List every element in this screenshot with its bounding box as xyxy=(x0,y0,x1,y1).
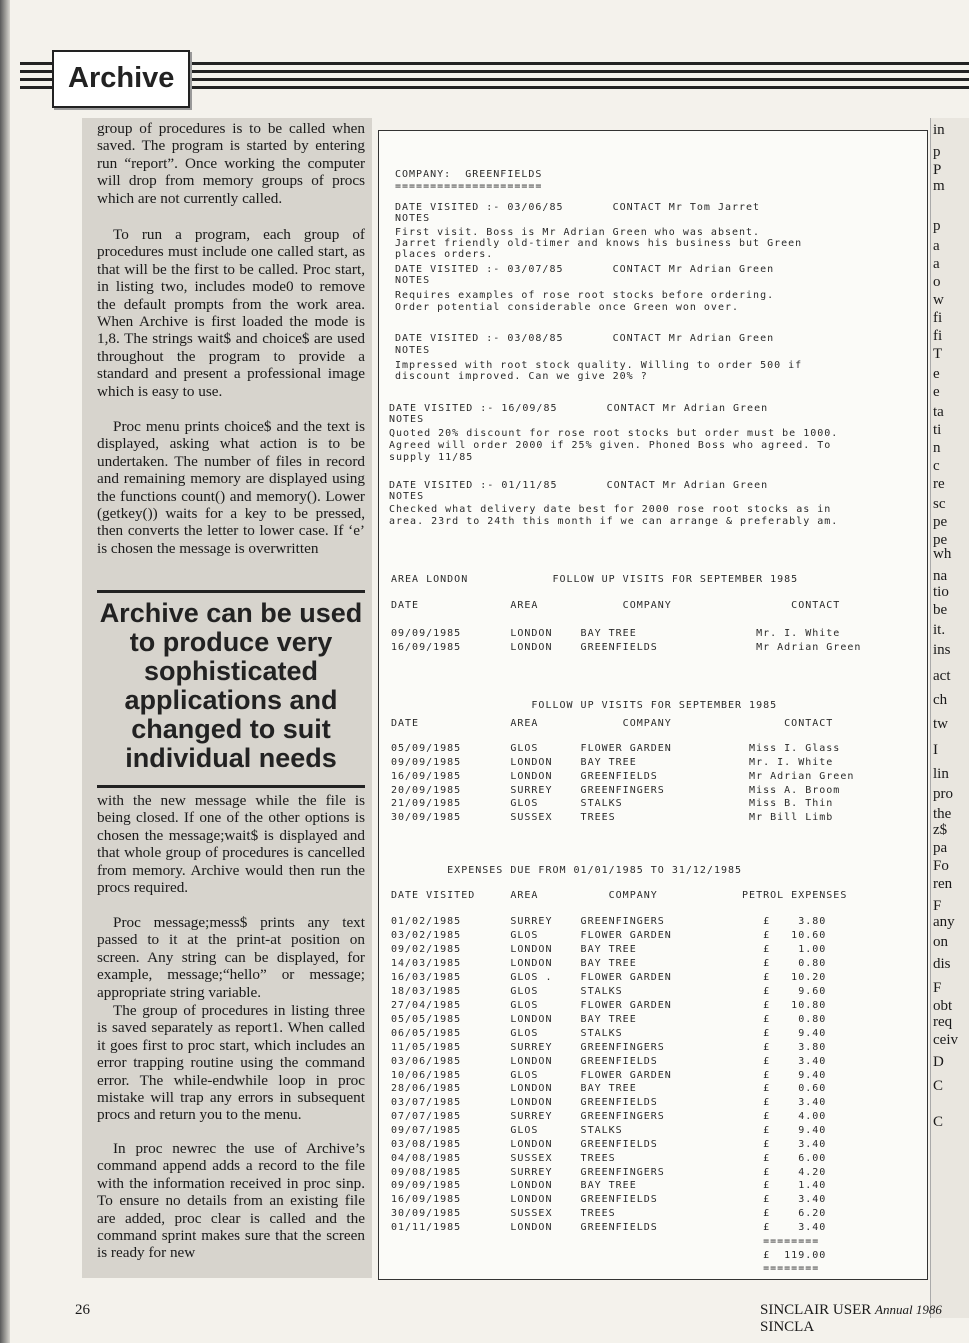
edge-fragment: p xyxy=(933,144,941,160)
listing-line: 03/07/1985 LONDON GREENFIELDS £ 3.40 xyxy=(391,1097,827,1108)
listing-line: 03/06/1985 LONDON GREENFIELDS £ 3.40 xyxy=(391,1056,827,1067)
paragraph-4: with the new message while the file is being closed. If one of the other options is chosen the message;wait$ is displayed and that whole group of procedures is cancelled from memory. Archive would then run the procs required. xyxy=(97,792,365,897)
paragraph-2: To run a program, each group of procedures must include one called start, as that will be the first to be called. Proc start, in listing two, includes mode0 to remove the default prompts from the work area. When Archive is first loaded the mode is 1,8. The strings wait$ and choice$ are used throughout the program to provide a standard and present a professional image which is easy to use. xyxy=(97,226,365,400)
page-number: 26 xyxy=(75,1302,90,1318)
listing-line: NOTES xyxy=(389,491,425,502)
edge-fragment: F xyxy=(933,980,942,996)
listing-line: EXPENSES DUE FROM 01/01/1985 TO 31/12/1985 xyxy=(391,865,743,876)
listing-line: 03/02/1985 GLOS FLOWER GARDEN £ 10.60 xyxy=(391,930,827,941)
listing-line: 16/03/1985 GLOS . FLOWER GARDEN £ 10.20 xyxy=(391,972,827,983)
listing-line: 28/06/1985 LONDON BAY TREE £ 0.60 xyxy=(391,1083,827,1094)
listing-line: 07/07/1985 SURREY GREENFINGERS £ 4.00 xyxy=(391,1111,827,1122)
edge-fragment: p xyxy=(933,218,941,234)
binding-gutter xyxy=(0,0,10,1343)
edge-fragment: e xyxy=(933,384,940,400)
publication-footer xyxy=(760,1302,969,1336)
listing-line: DATE VISITED :- 03/07/85 CONTACT Mr Adrian Green xyxy=(395,264,775,275)
edge-fragment: ins xyxy=(933,642,951,658)
listing-line: 30/09/1985 SUSSEX TREES Mr Bill Limb xyxy=(391,812,834,823)
listing-line: ======== xyxy=(391,1263,820,1274)
listing-line: 16/09/1985 LONDON GREENFIELDS Mr Adrian Green xyxy=(391,771,855,782)
edge-fragment: wh xyxy=(933,546,952,562)
listing-line: DATE VISITED :- 03/08/85 CONTACT Mr Adrian Green xyxy=(395,333,775,344)
edge-fragment: Fo xyxy=(933,858,949,874)
listing-line: DATE VISITED :- 01/11/85 CONTACT Mr Adrian Green xyxy=(389,480,769,491)
listing-line: DATE VISITED :- 03/06/85 CONTACT Mr Tom Jarret xyxy=(395,202,761,213)
edge-fragment: D xyxy=(933,1054,944,1070)
section-label-box xyxy=(52,50,190,108)
pull-quote xyxy=(97,590,365,788)
edge-fragment: o xyxy=(933,274,941,290)
edge-fragment: T xyxy=(933,346,943,362)
listing-line: 05/09/1985 GLOS FLOWER GARDEN Miss I. Glass xyxy=(391,743,841,754)
edge-fragment: F xyxy=(933,898,942,914)
edge-fragment: a xyxy=(933,238,940,254)
listing-line: Impressed with root stock quality. Willing to order 500 if xyxy=(395,360,803,371)
listing-line: 10/06/1985 GLOS FLOWER GARDEN £ 9.40 xyxy=(391,1070,827,1081)
listing-line: 09/07/1985 GLOS STALKS £ 9.40 xyxy=(391,1125,827,1136)
listing-line: 20/09/1985 SURREY GREENFINGERS Miss A. Broom xyxy=(391,785,841,796)
edge-fragment: fi xyxy=(933,328,943,344)
edge-fragment: the xyxy=(933,806,952,822)
listing-line: supply 11/85 xyxy=(389,452,474,463)
listing-line: ===================== xyxy=(395,181,543,192)
edge-fragment: on xyxy=(933,934,948,950)
listing-line: NOTES xyxy=(395,275,431,286)
listing-line: DATE AREA COMPANY CONTACT xyxy=(391,718,834,729)
listing-line: 04/08/1985 SUSSEX TREES £ 6.00 xyxy=(391,1153,827,1164)
listing-line: 18/03/1985 GLOS STALKS £ 9.60 xyxy=(391,986,827,997)
listing-line: places orders. xyxy=(395,249,494,260)
listing-line: ======== xyxy=(391,1236,820,1247)
listing-line: 09/09/1985 LONDON BAY TREE Mr. I. White xyxy=(391,628,841,639)
listing-line: 03/08/1985 LONDON GREENFIELDS £ 3.40 xyxy=(391,1139,827,1150)
listing-line: 27/04/1985 GLOS FLOWER GARDEN £ 10.80 xyxy=(391,1000,827,1011)
edge-fragment: any xyxy=(933,914,955,930)
listing-line: 09/09/1985 LONDON BAY TREE £ 1.40 xyxy=(391,1180,827,1191)
listing-line: 05/05/1985 LONDON BAY TREE £ 0.80 xyxy=(391,1014,827,1025)
paragraph-5: Proc message;mess$ prints any text passed to it at the print-at position on screen. Any string can be displayed, for example, message;“hello” or message; appropriate string variable. xyxy=(97,914,365,1001)
listing-line: 14/03/1985 LONDON BAY TREE £ 0.80 xyxy=(391,958,827,969)
listing-line: 01/02/1985 SURREY GREENFINGERS £ 3.80 xyxy=(391,916,827,927)
listing-line: Order potential considerable once Green won over. xyxy=(395,302,740,313)
paragraph-3: Proc menu prints choice$ and the text is displayed, asking what action is to be undertaken. The number of files in record and remaining memory are displayed using the functions count() and memory(). Lower (getkey()) waits for a key to be pressed, then converts the letter to lower case. If ‘e’ is chosen the message is overwritten xyxy=(97,418,365,557)
next-page-edge xyxy=(930,118,969,1318)
listing-line: 09/09/1985 LONDON BAY TREE Mr. I. White xyxy=(391,757,834,768)
edge-fragment: pe xyxy=(933,514,948,530)
edge-fragment: ch xyxy=(933,692,948,708)
edge-fragment: e xyxy=(933,366,940,382)
edge-fragment: w xyxy=(933,292,944,308)
listing-line: Requires examples of rose root stocks before ordering. xyxy=(395,290,775,301)
annual-label: Annual 1986 xyxy=(875,1302,942,1317)
edge-fragment: I xyxy=(933,742,938,758)
edge-fragment: req xyxy=(933,1014,953,1030)
edge-fragment: ren xyxy=(933,876,953,892)
listing-line: 16/09/1985 LONDON GREENFIELDS £ 3.40 xyxy=(391,1194,827,1205)
listing-line: Agreed will order 2000 if 25% given. Phoned Boss who agreed. To xyxy=(389,440,832,451)
listing-line: DATE AREA COMPANY CONTACT xyxy=(391,600,841,611)
edge-fragment: P xyxy=(933,162,942,178)
paragraph-1: group of procedures is to be called when saved. The program is started by entering run “report”. Once working the computer will drop from memory groups of procs which are not currently called. xyxy=(97,120,365,207)
section-label: Archive xyxy=(68,62,175,94)
listing-line: DATE VISITED AREA COMPANY PETROL EXPENSES xyxy=(391,890,848,901)
listing-line: 06/05/1985 GLOS STALKS £ 9.40 xyxy=(391,1028,827,1039)
pull-quote-text: Archive can be used to produce very sophisticated applications and changed to suit individual needs xyxy=(99,598,363,773)
listing-line: NOTES xyxy=(389,414,425,425)
listing-line: 01/11/1985 LONDON GREENFIELDS £ 3.40 xyxy=(391,1222,827,1233)
listing-line: £ 119.00 xyxy=(391,1250,827,1261)
listing-line: COMPANY: GREENFIELDS xyxy=(395,169,543,180)
paragraph-7: In proc newrec the use of Archive’s command append adds a record to the file with the information received in proc sinp. To ensure no details from an existing file are added, proc clear is called and the command sprint makes sure that the screen is ready for new xyxy=(97,1140,365,1262)
paragraph-6: The group of procedures in listing three is saved separately as report1. When called it goes first to proc start, which includes an error trapping routine using the command error. The while-endwhile loop in proc mistake will trap any errors in subsequent procs and return you to the menu. xyxy=(97,1002,365,1124)
listing-line: DATE VISITED :- 16/09/85 CONTACT Mr Adrian Green xyxy=(389,403,769,414)
edge-fragment: dis xyxy=(933,956,951,972)
listing-line: Checked what delivery date best for 2000 rose root stocks as in xyxy=(389,504,832,515)
edge-fragment: sc xyxy=(933,496,946,512)
program-listing xyxy=(378,130,928,1280)
listing-line: FOLLOW UP VISITS FOR SEPTEMBER 1985 xyxy=(391,700,778,711)
listing-line: 16/09/1985 LONDON GREENFIELDS Mr Adrian Green xyxy=(391,642,862,653)
edge-fragment: act xyxy=(933,668,951,684)
edge-fragment: ta xyxy=(933,404,944,420)
edge-fragment: C xyxy=(933,1078,944,1094)
listing-line: 21/09/1985 GLOS STALKS Miss B. Thin xyxy=(391,798,834,809)
edge-fragment: a xyxy=(933,256,940,272)
listing-line: AREA LONDON FOLLOW UP VISITS FOR SEPTEMBER 1985 xyxy=(391,574,799,585)
edge-fragment: be xyxy=(933,602,948,618)
edge-fragment: obt xyxy=(933,998,953,1014)
listing-line: 09/02/1985 LONDON BAY TREE £ 1.00 xyxy=(391,944,827,955)
edge-fragment: z$ xyxy=(933,822,948,838)
listing-line: First visit. Boss is Mr Adrian Green who was absent. xyxy=(395,227,761,238)
edge-fragment: in xyxy=(933,122,945,138)
edge-fragment: n xyxy=(933,440,941,456)
edge-fragment: tw xyxy=(933,716,948,732)
listing-line: Quoted 20% discount for rose root stocks but order must be 1000. xyxy=(389,428,839,439)
edge-fragment: fi xyxy=(933,310,943,326)
listing-line: 09/08/1985 SURREY GREENFINGERS £ 4.20 xyxy=(391,1167,827,1178)
edge-text: SINCLA xyxy=(760,1319,815,1335)
edge-fragment: it. xyxy=(933,622,946,638)
listing-line: area. 23rd to 24th this month if we can arrange & preferably am. xyxy=(389,516,839,527)
edge-fragment: lin xyxy=(933,766,949,782)
edge-fragment: ti xyxy=(933,422,942,438)
edge-fragment: pe xyxy=(933,532,948,548)
publication-name: SINCLAIR USER xyxy=(760,1302,872,1318)
edge-fragment: pro xyxy=(933,786,953,802)
listing-line: Jarret friendly old-timer and knows his business but Green xyxy=(395,238,803,249)
edge-fragment: tio xyxy=(933,584,949,600)
listing-line: 11/05/1985 SURREY GREENFINGERS £ 3.80 xyxy=(391,1042,827,1053)
edge-fragment: m xyxy=(933,178,945,194)
listing-line: NOTES xyxy=(395,345,431,356)
listing-line: NOTES xyxy=(395,213,431,224)
listing-line: 30/09/1985 SUSSEX TREES £ 6.20 xyxy=(391,1208,827,1219)
listing-line: discount improved. Can we give 20% ? xyxy=(395,371,648,382)
edge-fragment: ceiv xyxy=(933,1032,958,1048)
edge-fragment: na xyxy=(933,568,948,584)
edge-fragment: C xyxy=(933,1114,944,1130)
edge-fragment: pa xyxy=(933,840,948,856)
edge-fragment: c xyxy=(933,458,940,474)
edge-fragment: re xyxy=(933,476,945,492)
